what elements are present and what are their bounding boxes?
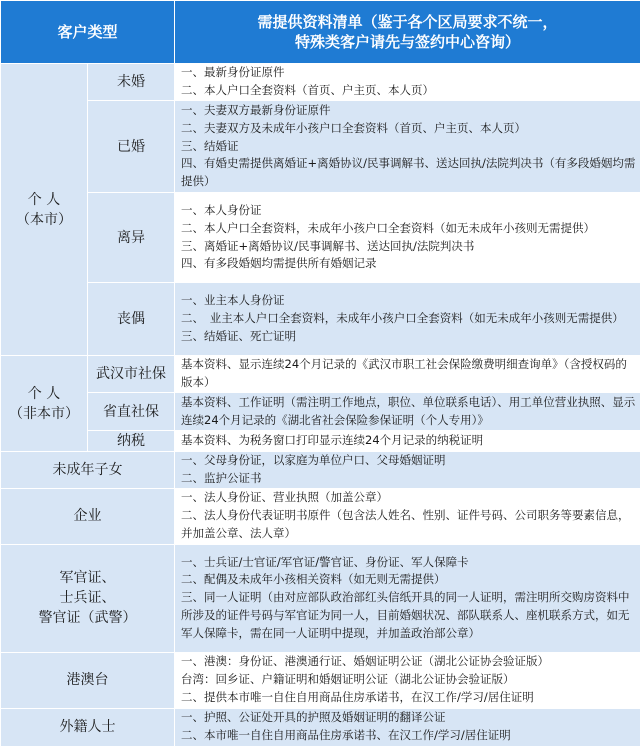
group-nonlocal-line-2: （非本市） (5, 404, 83, 424)
table-row-province-social-security (1, 393, 640, 431)
docs-company (175, 488, 640, 544)
docs-widowed (175, 283, 640, 356)
table-row-hk-macau-taiwan (1, 652, 640, 708)
docs-foreigner (175, 708, 640, 746)
doc-line: 二、本市唯一自住自用商品住房承诺书、在汉工作/学习/居住证明 (181, 727, 636, 745)
doc-line: 三、离婚证+离婚协议/民事调解书、送达回执/法院判决书 (181, 238, 636, 256)
type-foreigner: 外籍人士 (1, 708, 175, 746)
group-local-individual (1, 64, 88, 356)
subtype-divorced: 离异 (88, 193, 175, 283)
docs-province-social-security (175, 393, 640, 431)
doc-line: 一、最新身份证原件 (181, 64, 636, 82)
doc-line: 一、夫妻双方最新身份证原件 (181, 102, 636, 120)
docs-divorced (175, 193, 640, 283)
docs-tax (175, 431, 640, 452)
docs-unmarried (175, 64, 640, 101)
table-row-unmarried (1, 64, 640, 101)
table-row-widowed (1, 283, 640, 356)
military-label-line: 警官证（武警） (5, 608, 170, 628)
military-label-line: 军官证、 (5, 568, 170, 588)
table-header-row (1, 1, 640, 64)
table-row-foreigner (1, 708, 640, 746)
group-local-line-1: 个 人 (5, 190, 83, 210)
doc-line: 一、本人身份证 (181, 202, 636, 220)
doc-line: 一、护照、公证处开具的护照及婚姻证明的翻译公证 (181, 709, 636, 727)
header-customer-type: 客户类型 (1, 1, 175, 64)
doc-line: 二、配偶及未成年小孩相关资料（如无则无需提供） (181, 571, 636, 589)
doc-line: 二、本人户口全套资料，未成年小孩户口全套资料（如无未成年小孩则无需提供） (181, 220, 636, 238)
table-row-minor (1, 452, 640, 489)
doc-line: 二、 业主本人户口全套资料，未成年小孩户口全套资料（如无未成年小孩则无需提供） (181, 310, 636, 328)
docs-minor (175, 452, 640, 489)
doc-line: 三、结婚证、死亡证明 (181, 328, 636, 346)
docs-wuhan-social-security (175, 356, 640, 393)
doc-line: 基本资料、显示连续24个月记录的《武汉市职工社会保险缴费明细查询单》（含授权码的版本） (181, 356, 636, 392)
doc-line: 一、法人身份证、营业执照（加盖公章） (181, 489, 636, 507)
table-row-tax (1, 431, 640, 452)
doc-line: 二、监护公证书 (181, 470, 636, 488)
doc-line: 四、有婚史需提供离婚证+离婚协议/民事调解书、送达回执/法院判决书（有多段婚姻均需提供） (181, 155, 636, 191)
doc-line: 四、有多段婚姻均需提供所有婚姻记录 (181, 255, 636, 273)
doc-line: 一、港澳：身份证、港澳通行证、婚姻证明公证（湖北公证协会验证版） (181, 653, 636, 671)
docs-military (175, 544, 640, 652)
table-row-married (1, 101, 640, 193)
military-label-line: 士兵证、 (5, 588, 170, 608)
group-nonlocal-individual (1, 356, 88, 452)
header-required-documents (175, 1, 640, 64)
subtype-wuhan-social-security: 武汉市社保 (88, 356, 175, 393)
type-military (1, 544, 175, 652)
type-company: 企业 (1, 488, 175, 544)
doc-line: 三、同一人证明（由对应部队政治部红头信纸开具的同一人证明，需注明所交购房资料中所涉及的证件号码与军官证为同一人，目前婚姻状况、部队联系人、座机联系方式，如无军人保障卡，需在同一人证明中提现，并加盖政治部公章） (181, 589, 636, 642)
table-row-company (1, 488, 640, 544)
subtype-province-social-security: 省直社保 (88, 393, 175, 431)
docs-hk-macau-taiwan (175, 652, 640, 708)
header-title-line-1: 需提供资料清单（鉴于各个区局要求不统一， (179, 12, 636, 32)
doc-line: 二、提供本市唯一自住自用商品住房承诺书，在汉工作/学习/居住证明 (181, 689, 636, 707)
doc-line: 一、父母身份证，以家庭为单位户口、父母婚姻证明 (181, 452, 636, 470)
doc-line: 台湾：回乡证、户籍证明和婚姻证明公证（湖北公证协会验证版） (181, 671, 636, 689)
group-local-line-2: （本市） (5, 210, 83, 230)
subtype-widowed: 丧偶 (88, 283, 175, 356)
type-minor: 未成年子女 (1, 452, 175, 489)
doc-line: 一、士兵证/士官证/军官证/警官证、身份证、军人保障卡 (181, 554, 636, 572)
table-row-divorced (1, 193, 640, 283)
header-title-line-2: 特殊类客户请先与签约中心咨询） (179, 32, 636, 52)
subtype-married: 已婚 (88, 101, 175, 193)
subtype-tax: 纳税 (88, 431, 175, 452)
doc-line: 基本资料、为税务窗口打印显示连续24个月记录的纳税证明 (181, 432, 636, 450)
doc-line: 三、结婚证 (181, 138, 636, 156)
subtype-unmarried: 未婚 (88, 64, 175, 101)
type-hk-macau-taiwan: 港澳台 (1, 652, 175, 708)
group-nonlocal-line-1: 个 人 (5, 384, 83, 404)
docs-married (175, 101, 640, 193)
doc-line: 一、业主本人身份证 (181, 292, 636, 310)
doc-line: 基本资料、工作证明（需注明工作地点，职位、单位联系电话）、用工单位营业执照、显示连续24个月记录的《湖北省社会保险参保证明（个人专用）》 (181, 394, 636, 430)
doc-line: 二、法人身份代表证明书原件（包含法人姓名、性别、证件号码、公司职务等要素信息，并加盖公章、法人章） (181, 507, 636, 543)
doc-line: 二、本人户口全套资料（首页、户主页、本人页） (181, 82, 636, 100)
table-row-military (1, 544, 640, 652)
table-row-wuhan-social-security (1, 356, 640, 393)
doc-line: 二、夫妻双方及未成年小孩户口全套资料（首页、户主页、本人页） (181, 120, 636, 138)
